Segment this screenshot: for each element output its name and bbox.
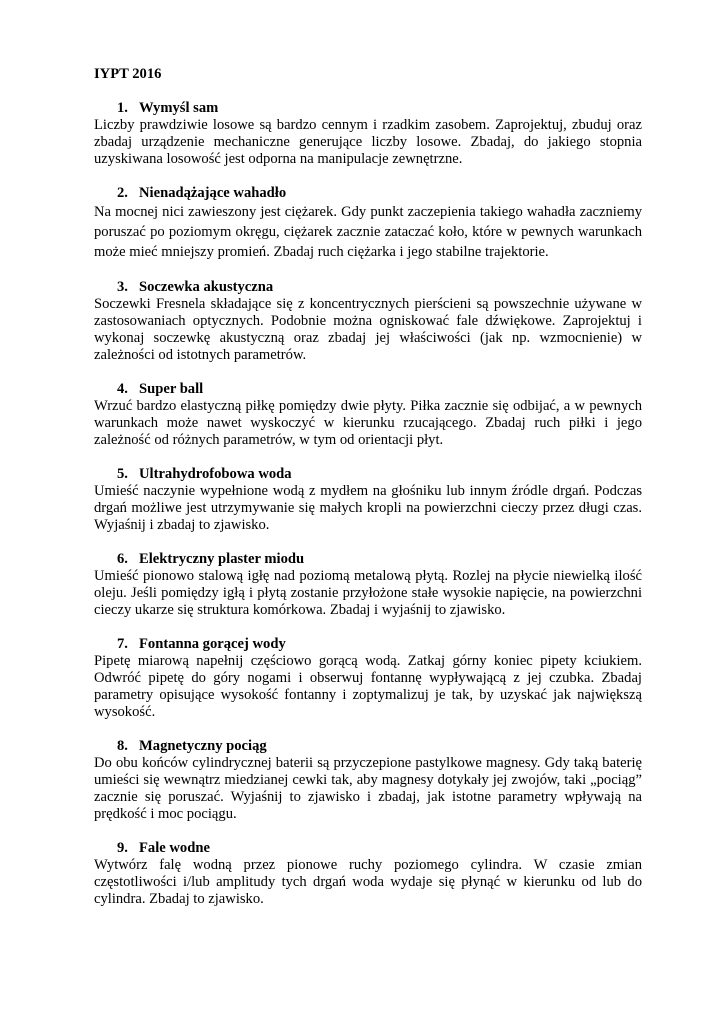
problem-number: 2.: [117, 185, 128, 201]
problem-title: Fale wodne: [139, 840, 210, 856]
problem-heading: [94, 185, 642, 202]
problem-number: 3.: [117, 279, 128, 295]
problem-section: [94, 840, 642, 908]
problem-title: Super ball: [139, 381, 204, 397]
problem-title: Soczewka akustyczna: [139, 279, 274, 295]
problem-number: 5.: [117, 466, 128, 482]
problem-description: Wytwórz falę wodną przez pionowe ruchy poziomego cylindra. W czasie zmian częstotliwości i/lub amplitudy tych drgań woda wydaje się płynąć w kierunku od lub do cylindra. Zbadaj to zjawisko.: [94, 857, 642, 907]
problem-title: Nienadążające wahadło: [139, 185, 287, 201]
problem-title: Ultrahydrofobowa woda: [139, 466, 292, 482]
problem-title: Fontanna gorącej wody: [139, 636, 286, 652]
problem-heading: [94, 466, 642, 483]
problem-description: Pipetę miarową napełnij częściowo gorącą wodą. Zatkaj górny koniec pipety kciukiem. Odwróć pipetę do góry nogami i obserwuj fontannę wypływającą z jej czubka. Zbadaj parametry opisujące wysokość fontanny i zoptymalizuj je tak, by uzyskać jak największą wysokość.: [94, 653, 642, 720]
problem-number: 1.: [117, 100, 128, 116]
problem-list: [94, 100, 642, 908]
problem-heading: [94, 381, 642, 398]
problem-section: [94, 185, 642, 262]
problem-title: Wymyśl sam: [139, 100, 219, 116]
document-title: IYPT 2016: [94, 66, 162, 82]
problem-heading: [94, 100, 642, 117]
document-page: [94, 66, 642, 925]
problem-section: [94, 738, 642, 823]
problem-heading: [94, 279, 642, 296]
problem-section: [94, 636, 642, 721]
problem-section: [94, 551, 642, 619]
problem-heading: [94, 551, 642, 568]
problem-number: 4.: [117, 381, 128, 397]
problem-section: [94, 381, 642, 449]
problem-heading: [94, 636, 642, 653]
problem-heading: [94, 840, 642, 857]
problem-title: Magnetyczny pociąg: [139, 738, 267, 754]
problem-description: Wrzuć bardzo elastyczną piłkę pomiędzy dwie płyty. Piłka zacznie się odbijać, a w pewnych warunkach może nawet wyskoczyć w kierunku rzucającego. Zbadaj ruch piłki i jego zależność od różnych parametrów, w tym od orientacji płyt.: [94, 398, 642, 448]
problem-description: Umieść pionowo stalową igłę nad poziomą metalową płytą. Rozlej na płycie niewielką ilość oleju. Jeśli pomiędzy igłą i płytą zostanie przyłożone stałe wysokie napięcie, na powierzchni cieczy ukarze się struktura komórkowa. Zbadaj i wyjaśnij to zjawisko.: [94, 568, 642, 618]
problem-number: 6.: [117, 551, 128, 567]
problem-heading: [94, 738, 642, 755]
problem-section: [94, 466, 642, 534]
problem-section: [94, 279, 642, 364]
problem-number: 8.: [117, 738, 128, 754]
problem-description: Liczby prawdziwie losowe są bardzo cennym i rzadkim zasobem. Zaprojektuj, zbuduj oraz zbadaj urządzenie mechaniczne generujące liczby losowe. Zbadaj, do jakiego stopnia uzyskiwana losowość jest odporna na manipulacje zewnętrzne.: [94, 117, 642, 167]
problem-number: 7.: [117, 636, 128, 652]
problem-description: Do obu końców cylindrycznej baterii są przyczepione pastylkowe magnesy. Gdy taką baterię umieści się wewnątrz miedzianej cewki tak, aby magnesy dotykały jej zwojów, taki „pociąg” zacznie się poruszać. Wyjaśnij to zjawisko i zbadaj, jak istotne parametry wpływają na prędkość i moc pociągu.: [94, 755, 642, 822]
problem-description: Na mocnej nici zawieszony jest ciężarek. Gdy punkt zaczepienia takiego wahadła zaczniemy poruszać po poziomym okręgu, ciężarek zacznie zataczać koło, które w pewnych warunkach może mieć mniejszy promień. Zbadaj ruch ciężarka i jego stabilne trajektorie.: [94, 204, 642, 260]
problem-description: Soczewki Fresnela składające się z koncentrycznych pierścieni są powszechnie używane w zastosowaniach optycznych. Podobnie można ogniskować fale dźwiękowe. Zaprojektuj i wykonaj soczewkę akustyczną oraz zbadaj jej właściwości (jak np. wzmocnienie) w zależności od istotnych parametrów.: [94, 296, 642, 363]
problem-description: Umieść naczynie wypełnione wodą z mydłem na głośniku lub innym źródle drgań. Podczas drgań możliwe jest utrzymywanie się małych kropli na powierzchni cieczy przez długi czas. Wyjaśnij i zbadaj to zjawisko.: [94, 483, 642, 533]
problem-section: [94, 100, 642, 168]
problem-number: 9.: [117, 840, 128, 856]
problem-title: Elektryczny plaster miodu: [139, 551, 305, 567]
